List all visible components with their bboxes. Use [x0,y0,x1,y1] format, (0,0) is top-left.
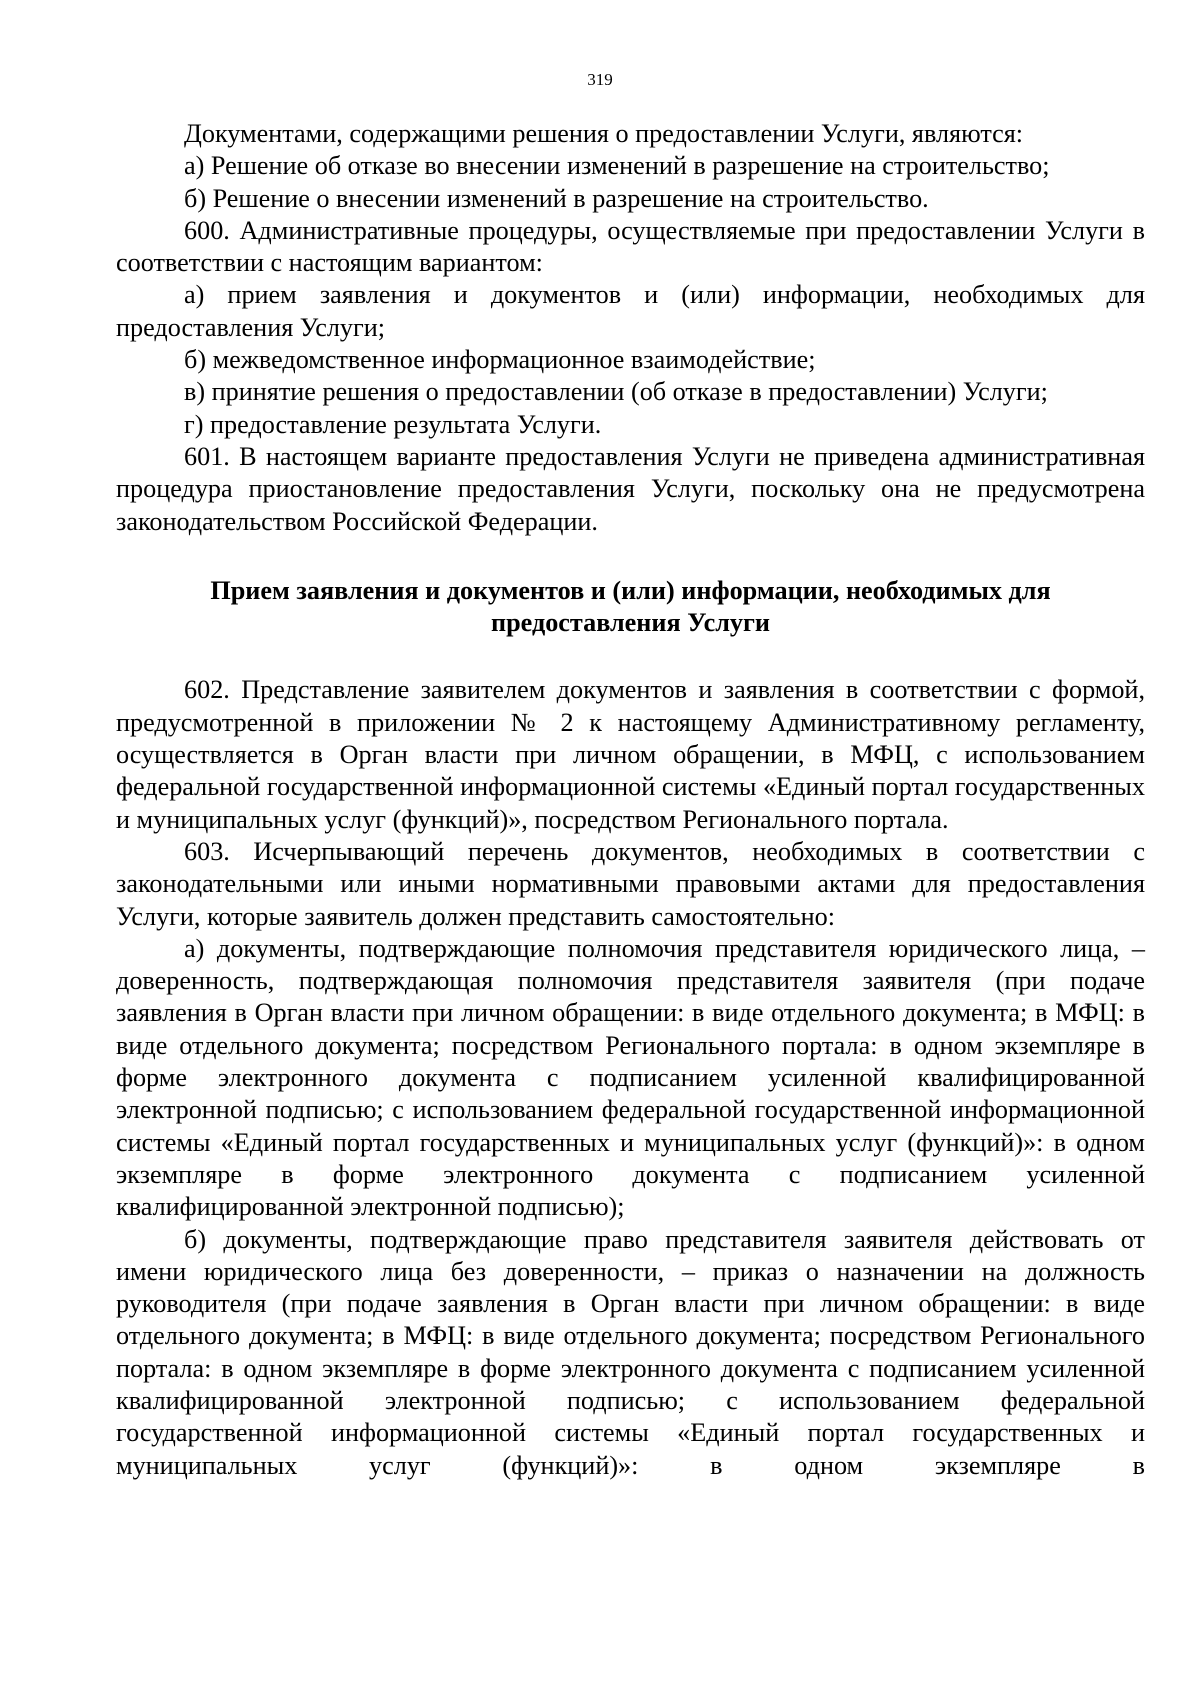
paragraph-documents-intro: Документами, содержащими решения о предоставлении Услуги, являются: [184,119,1024,148]
page-number: 319 [587,70,613,89]
paragraph-600-item-b: б) межведомственное информационное взаимодействие; [184,345,816,375]
paragraph-600: 600. Административные процедуры, осуществляемые при предоставлении Услуги в соответствии с настоящим вариантом: [116,215,1145,278]
paragraph-603-item-a: а) документы, подтверждающие полномочия представителя юридического лица, – доверенность, подтверждающая полномочия представителя заявителя (при подаче заявления в Орган власти при личном обращении: в виде отдельного документа; в МФЦ: в виде отдельного документа; посредством Регионального портала: в одном экземпляре в форме электронного документа с подписанием усиленной квалифицированной электронной подписью; с использованием федеральной государственной информационной системы «Единый портал государственных и муниципальных услуг (функций)»: в одном экземпляре в форме электронного документа с подписанием усиленной квалифицированной электронной подписью); [116,933,1145,1222]
paragraph-600-item-v: в) принятие решения о предоставлении (об отказе в предоставлении) Услуги; [184,377,1048,407]
paragraph-item-b-changes: б) Решение о внесении изменений в разрешение на строительство. [184,183,929,213]
paragraph-603-item-b: б) документы, подтверждающие право представителя заявителя действовать от имени юридического лица без доверенности, – приказ о назначении на должность руководителя (при подаче заявления в Орган власти при личном обращении: в виде отдельного документа; в МФЦ: в виде отдельного документа; посредством Регионального портала: в одном экземпляре в форме электронного документа с подписанием усиленной квалифицированной электронной подписью; с использованием федеральной государственной информационной системы «Единый портал государственных и муниципальных услуг (функций)»: в одном экземпляре в [116,1224,1145,1480]
section-heading: Прием заявления и документов и (или) информации, необходимых для предоставления Услуги [210,575,1051,638]
paragraph-602: 602. Представление заявителем документов и заявления в соответствии с формой, предусмотренной в приложении № 2 к настоящему Административному регламенту, осуществляется в Орган власти при личном обращении, в МФЦ, с использованием федеральной государственной информационной системы «Единый портал государственных и муниципальных услуг (функций)», посредством Регионального портала. [116,675,1145,834]
paragraph-600-item-a: а) прием заявления и документов и (или) информации, необходимых для предоставления Услуги; [116,280,1145,342]
paragraph-600-item-g: г) предоставление результата Услуги. [184,409,602,439]
document-body [116,118,1145,1482]
paragraph-603: 603. Исчерпывающий перечень документов, необходимых в соответствии с законодательными или иными нормативными правовыми актами для предоставления Услуги, которые заявитель должен представить самостоятельно: [116,836,1145,931]
paragraph-item-a-refusal: а) Решение об отказе во внесении изменений в разрешение на строительство; [184,151,1050,181]
paragraph-601: 601. В настоящем варианте предоставления Услуги не приведена административная процедура приостановление предоставления Услуги, поскольку она не предусмотрена законодательством Российской Федерации. [116,441,1145,536]
